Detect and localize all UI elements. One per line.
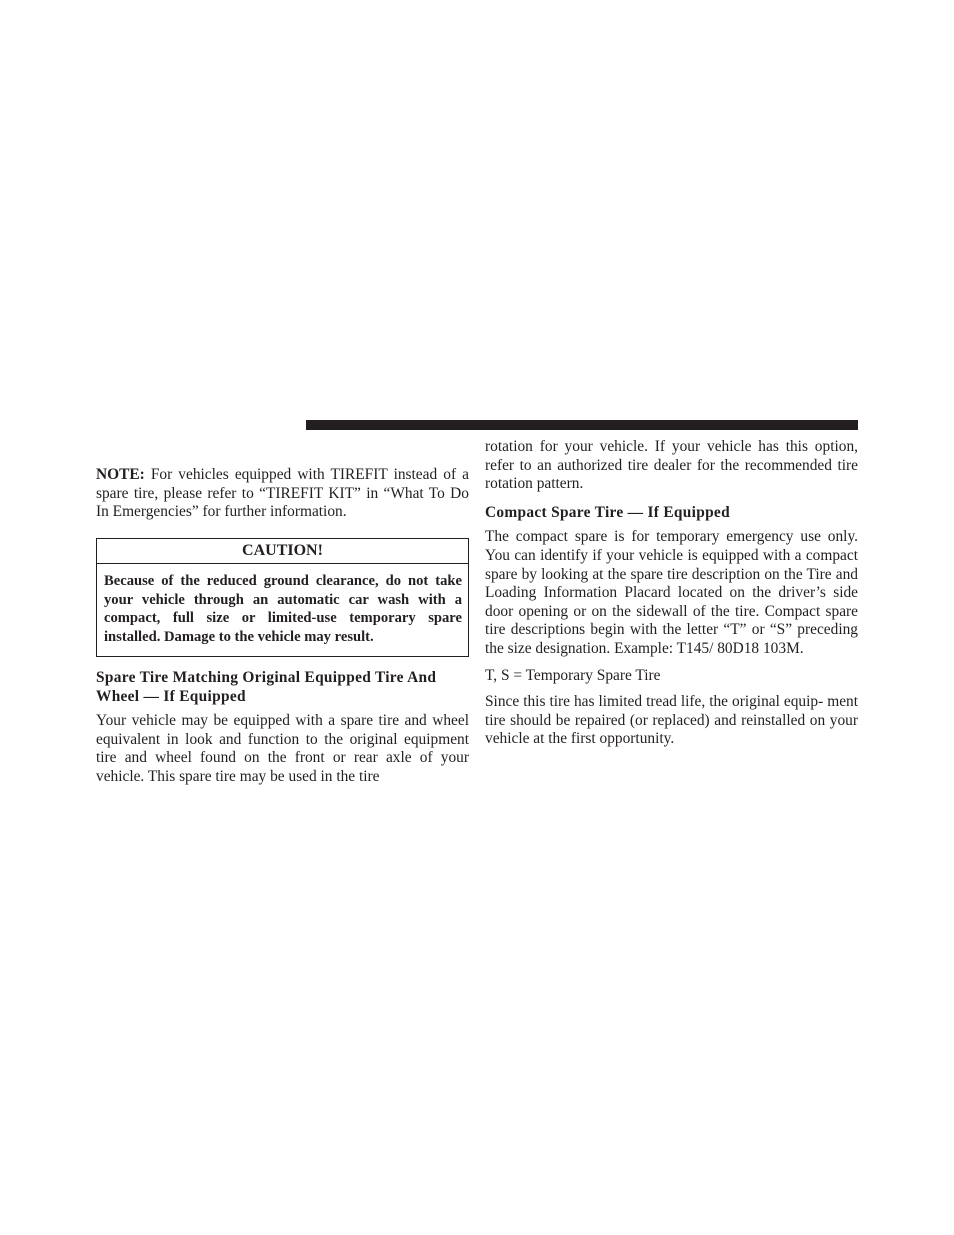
temporary-spare-definition: T, S = Temporary Spare Tire: [485, 666, 661, 684]
note-text: For vehicles equipped with TIREFIT instead of a spare tire, please refer to “TIREFIT KIT” in “What To Do In Emergencies” for further information.: [96, 466, 469, 521]
tread-life-paragraph: Since this tire has limited tread life, the original equip- ment tire should be repaired (or replaced) and reinstalled on your vehicle at the first opportunity.: [485, 693, 858, 748]
caution-text: Because of the reduced ground clearance, do not take your vehicle through an automatic car wash with a compact, full size or limited-use temporary spare installed. Damage to the vehicle may result.: [104, 572, 462, 646]
compact-spare-paragraph: The compact spare is for temporary emergency use only. You can identify if your vehicle is equipped with a compact spare by looking at the spare tire description on the Tire and Loading Information Placard located on the driver’s side door opening or on the sidewall of the tire. Compact spare tire descriptions begin with the letter “T” or “S” preceding the size designation. Example: T145/ 80D18 103M.: [485, 528, 858, 657]
section-heading-matching-spare: Spare Tire Matching Original Equipped Tire And Wheel — If Equipped: [96, 668, 437, 705]
section-heading-compact-spare: Compact Spare Tire — If Equipped: [485, 503, 730, 521]
note-label: NOTE:: [96, 466, 145, 483]
note-paragraph: [96, 466, 469, 522]
header-rule: [306, 420, 858, 430]
left-column: [96, 466, 469, 787]
caution-box: [96, 538, 469, 657]
right-column: [485, 438, 858, 749]
matching-spare-paragraph: Your vehicle may be equipped with a spare tire and wheel equivalent in look and function to the original equipment tire and wheel found on the front or rear axle of your vehicle. This spare tire may be used in the tire: [96, 712, 469, 785]
caution-title: CAUTION!: [97, 539, 468, 564]
continuation-paragraph: rotation for your vehicle. If your vehicle has this option, refer to an authorized tire dealer for the recommended tire rotation pattern.: [485, 438, 858, 493]
